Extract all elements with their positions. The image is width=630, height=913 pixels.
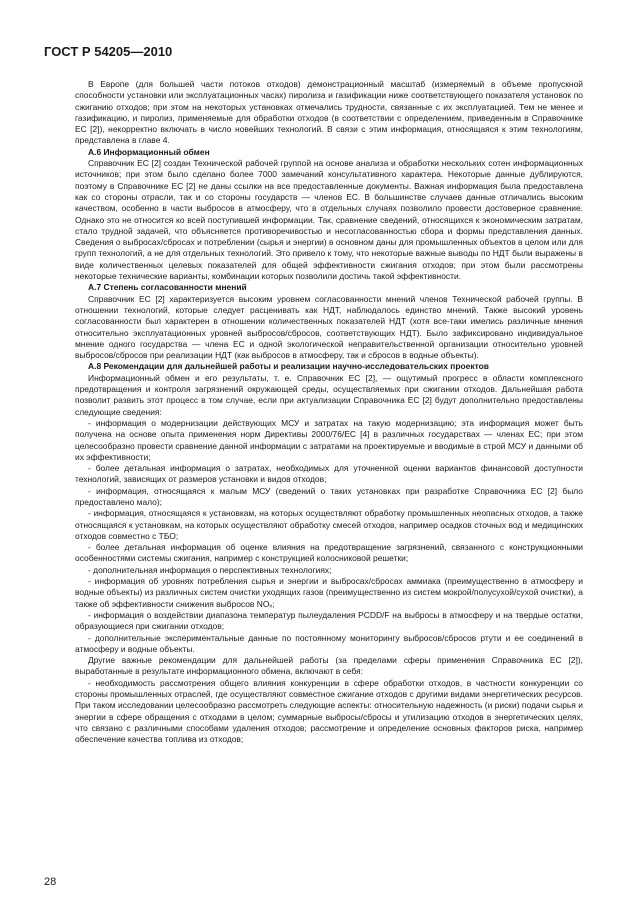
list-item: - информация об уровнях потребления сырья и энергии и выбросах/сбросах аммиака (преимущественно в атмосферу и водные объекты) из различных систем очистки уходящих газов (преимущественно из систем мокрой/полусухой/сухой очистки), а также об эффективности снижения выбросов NOₓ; [75, 576, 583, 609]
list-item: - информация, относящаяся к установкам, на которых осуществляют обработку промышленных неопасных отходов, а также относящаяся к установкам, на которых осуществляют обработку смесей отходов, например осадков сточных вод и медицинских отходов совместно с ТБО; [75, 508, 583, 541]
paragraph: Справочник ЕС [2] создан Технической рабочей группой на основе анализа и обработки нескольких сотен информационных источников; при этом было сделано более 7000 замечаний консультативного характера. Некоторые данные дублируются, поэтому в Справочнике ЕС [2] не даны ссылки на все предоставленные документы. Важная информация была предоставлена как со стороны отрасли, так и со стороны государств — членов ЕС. В большинстве случаев данные отличались высоким качеством, особенно в части выбросов в атмосферу, что в отдельных случаях позволило провести достоверное сравнение. Однако это не относится ко всей поступившей информации. Так, сравнение сведений, относящихся к экономическим затратам, стало трудной задачей, что объясняется противоречивостью и несогласованностью сбора и формы представления данных. Сведения о выбросах/сбросах и потреблении (сырья и энергии) в основном даны для промышленных объектов в целом или для групп технологий, а не для отдельных технологий. Это привело к тому, что некоторые важные выводы по НДТ были выражены в виде количественных целевых показателей для общей эффективности сжигания отходов; при этом были рассмотрены некоторые технические варианты, комбинации которых позволили достичь такой эффективности. [75, 158, 583, 282]
paragraph: Справочник ЕС [2] характеризуется высоким уровнем согласованности мнений членов Технической рабочей группы. В отношении технологий, которые следует расценивать как НДТ, наблюдалось единство мнений. Также высокий уровень согласованности был характерен в отношении количественных показателей НДТ (хотя все-таки имелись различные мнения относительно эксплуатационных уровней выбросов/сбросов, соответствующих НДТ). Было зафиксировано индивидуальное мнение одного государства — члена ЕС и одной экологической неправительственной организации относительно уровней выбросов/сбросов при реализации НДТ (как выбросов в атмосферу, так и сбросов в водные объекты). [75, 293, 583, 361]
list-item: - информация о воздействии диапазона температур пылеудаления PCDD/F на выбросы в атмосферу и на твердые остатки, образующиеся при сжигании отходов; [75, 609, 583, 632]
section-heading: А.6 Информационный обмен [88, 146, 210, 157]
page-header: ГОСТ Р 54205—2010 [44, 44, 173, 59]
paragraph: Другие важные рекомендации для дальнейшей работы (за пределами сферы применения Справочника ЕС [2]), выработанные в результате информационного обмена, включают в себя: [75, 655, 583, 677]
list-item: - более детальная информация о затратах, необходимых для уточненной оценки вариантов финансовой доступности технологий, зависящих от размеров установки и видов отходов; [75, 463, 583, 485]
section-heading: А.8 Рекомендации для дальнейшей работы и реализации научно-исследовательских проектов [88, 361, 489, 372]
list-item: - необходимость рассмотрения общего влияния конкуренции в сфере обработки отходов, в частности конкуренции со стороны промышленных отраслей, где осуществляют совместное сжигание отходов с другими видами энергетических ресурсов. При таком исследовании целесообразно рассмотреть следующие аспекты: относительную надежность (и риски) подачи сырья и энергии в сфере обращения с отходами в целом; суммарные выбросы/сбросы и утилизацию отходов в энергетических целях, что связано с различными способами удаления отходов; рассмотрение и определение основных факторов риска, например обеспечение качества топлива из отходов; [75, 677, 583, 745]
list-item: - информация о модернизации действующих МСУ и затратах на такую модернизацию; эта информация может быть получена на основе опыта применения норм Директивы 2000/76/ЕС [4] в различных государствах — членах ЕС; при этом целесообразно провести сравнение данной информации с затратами на проектируемые и вводимые в строй МСУ и данными об их эффективности; [75, 417, 583, 462]
list-item: - дополнительные экспериментальные данные по постоянному мониторингу выбросов/сбросов ртути и ее соединений в атмосферу и водные объекты. [75, 632, 583, 654]
list-item: - более детальная информация об оценке влияния на предотвращение загрязнений, связанного с конструкционными особенностями системы сжигания, например с конструкцией колосниковой решетки; [75, 542, 583, 564]
page-number: 28 [44, 876, 57, 888]
list-item: - информация, относящаяся к малым МСУ (сведений о таких установках при разработке Справочника ЕС [2] было предоставлено мало); [75, 485, 583, 507]
list-item: - дополнительная информация о перспективных технологиях; [88, 564, 332, 575]
paragraph: Информационный обмен и его результаты, т. е. Справочник ЕС [2], — ощутимый прогресс в области комплексного предотвращения и контроля загрязнений окружающей среды, осуществляемых при сжигании отходов. Дальнейшая работа позволит развить этот процесс в том случае, если при актуализации Справочника ЕС [2] будут дополнительно предоставлены следующие сведения: [75, 372, 583, 417]
document-body [75, 79, 583, 746]
paragraph: В Европе (для большей части потоков отходов) демонстрационный масштаб (измеряемый в объеме пропускной способности установки или эксплуатационных часах) пиролиза и газификации ниже соответствующего показателя установок по сжиганию отходов; при этом на некоторых установках отмечались трудности, связанные с их эксплуатацией. Тем не менее и газификацию, и пиролиз, применяемые для обработки отходов (в соответствии с определением, приведенным в Справочнике ЕС [2]), некорректно включать в число новейших технологий. В связи с этим информация, относящаяся к этим технологиям, представлена в главе 4. [75, 79, 583, 146]
section-heading: А.7 Степень согласованности мнений [88, 282, 247, 293]
